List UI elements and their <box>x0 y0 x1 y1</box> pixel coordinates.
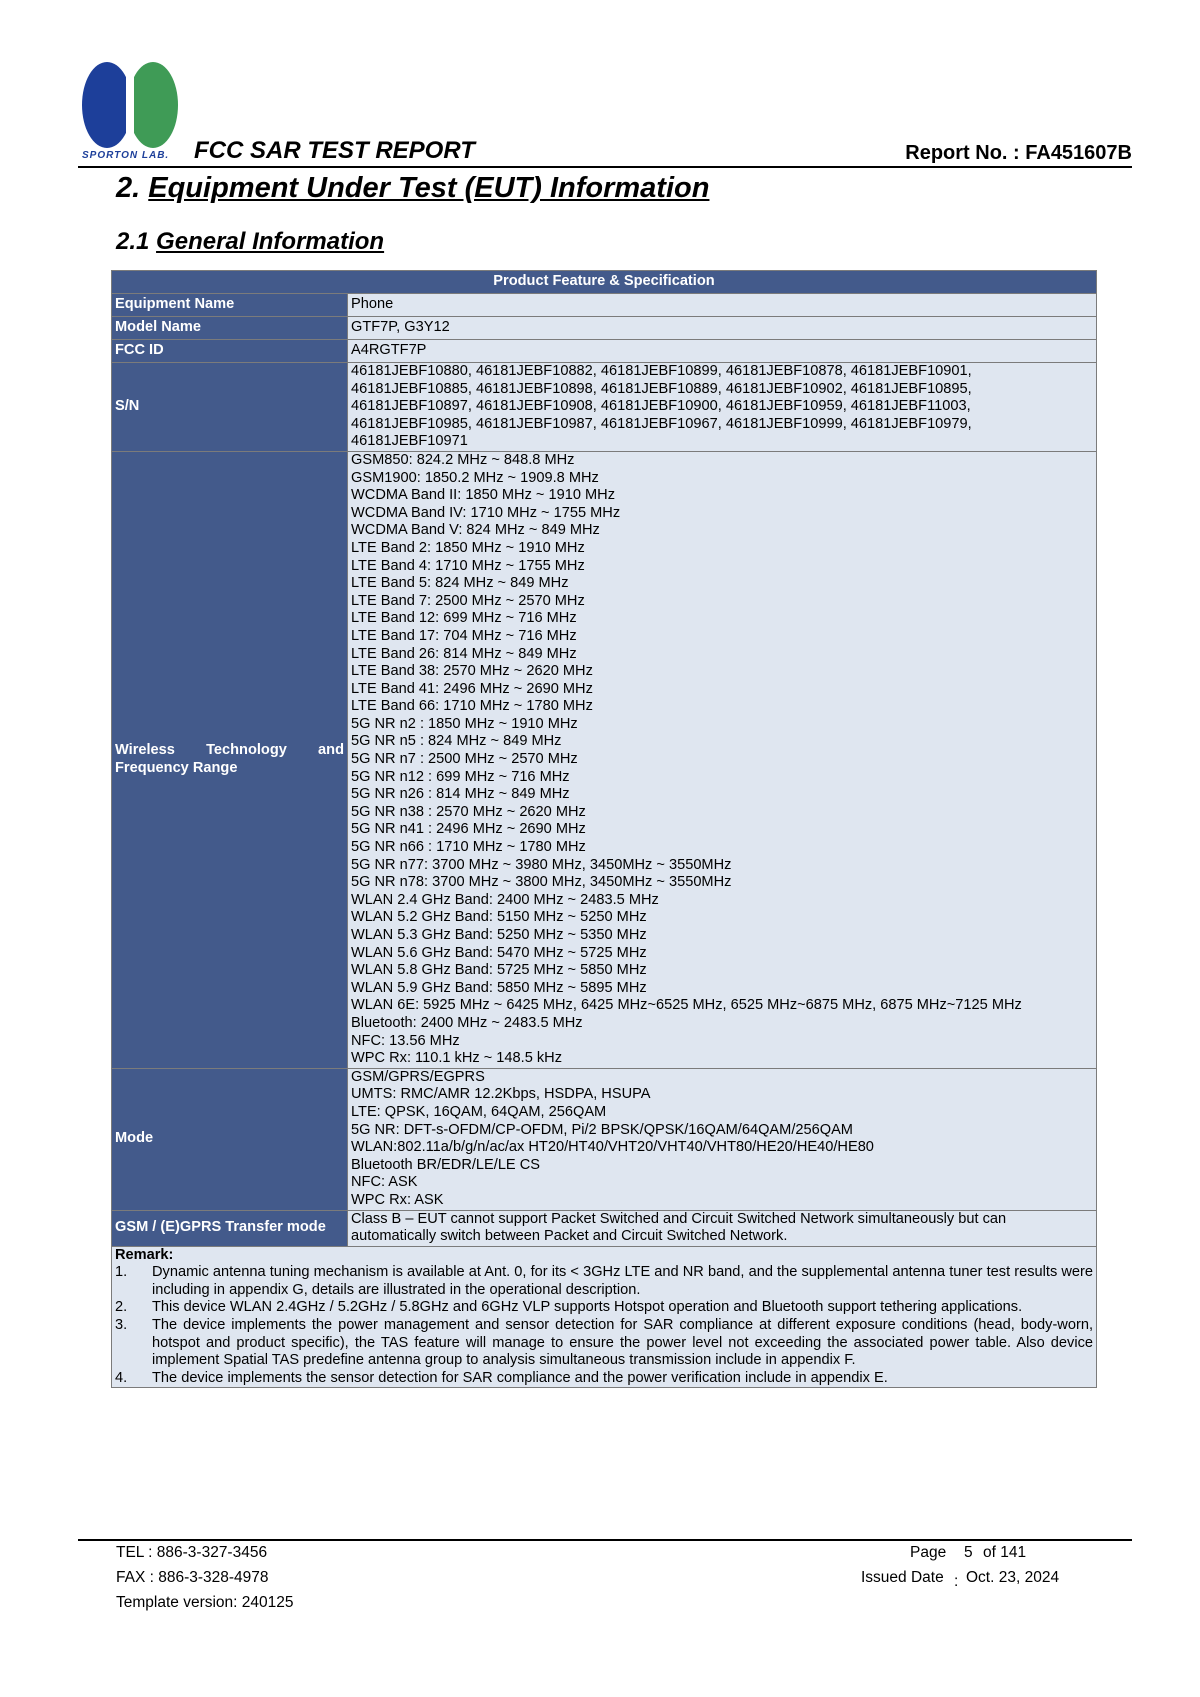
spec-value-line: 5G NR n77: 3700 MHz ~ 3980 MHz, 3450MHz ~ 3550MHz <box>351 856 732 873</box>
logo-green-shape <box>128 62 178 148</box>
footer-issued-separator: : <box>954 1573 959 1590</box>
footer-page-total: of 141 <box>983 1544 1027 1561</box>
spec-value-line: WCDMA Band II: 1850 MHz ~ 1910 MHz <box>351 487 616 504</box>
spec-value-line: 5G NR n26 : 814 MHz ~ 849 MHz <box>351 786 570 803</box>
spec-value-line: automatically switch between Packet and Circuit Switched Network. <box>351 1228 788 1245</box>
spec-value-line: LTE Band 38: 2570 MHz ~ 2620 MHz <box>351 663 593 680</box>
remark-item <box>115 1370 1093 1388</box>
footer-issued-date: Oct. 23, 2024 <box>966 1569 1060 1586</box>
spec-row-label: Model Name <box>112 317 348 340</box>
spec-value-line: WCDMA Band V: 824 MHz ~ 849 MHz <box>351 522 600 539</box>
remark-item-number: 2. <box>115 1299 128 1316</box>
spec-value-line: LTE Band 5: 824 MHz ~ 849 MHz <box>351 575 569 592</box>
spec-value-line: Bluetooth BR/EDR/LE/LE CS <box>351 1156 540 1173</box>
spec-value-line: 5G NR n78: 3700 MHz ~ 3800 MHz, 3450MHz ~ 3550MHz <box>351 874 732 891</box>
spec-row <box>112 294 1097 317</box>
spec-value-line: 5G NR n7 : 2500 MHz ~ 2570 MHz <box>351 751 578 768</box>
spec-value-line: LTE Band 2: 1850 MHz ~ 1910 MHz <box>351 539 585 556</box>
spec-row-value <box>348 363 1097 452</box>
remark-item-text: This device WLAN 2.4GHz / 5.2GHz / 5.8GHz and 6GHz VLP supports Hotspot operation and Bluetooth support tethering applications. <box>152 1299 1023 1316</box>
spec-value-line: Class B – EUT cannot support Packet Switched and Circuit Switched Network simultaneously but can <box>351 1210 1007 1227</box>
spec-row-value <box>348 294 1097 317</box>
remark-item <box>115 1299 1093 1317</box>
spec-value-line: 5G NR n66 : 1710 MHz ~ 1780 MHz <box>351 839 586 856</box>
spec-row-value <box>348 1210 1097 1246</box>
spec-row-label: GSM / (E)GPRS Transfer mode <box>112 1210 348 1246</box>
spec-value-line: LTE Band 12: 699 MHz ~ 716 MHz <box>351 610 577 627</box>
remark-item-number: 4. <box>115 1369 128 1386</box>
logo-divider <box>126 66 134 144</box>
spec-row-value <box>348 317 1097 340</box>
spec-value-line: LTE Band 41: 2496 MHz ~ 2690 MHz <box>351 680 593 697</box>
spec-value-line: WLAN:802.11a/b/g/n/ac/ax HT20/HT40/VHT20/VHT40/VHT80/HE20/HE40/HE80 <box>351 1139 874 1156</box>
spec-value-line: GSM1900: 1850.2 MHz ~ 1909.8 MHz <box>351 469 599 486</box>
spec-row <box>112 1210 1097 1246</box>
logo-blue-shape <box>82 62 132 148</box>
footer-issued-label: Issued Date <box>861 1569 944 1586</box>
spec-value-line: A4RGTF7P <box>351 342 427 359</box>
remark-title: Remark: <box>115 1246 174 1263</box>
spec-row <box>112 363 1097 452</box>
spec-value-line: 5G NR: DFT-s-OFDM/CP-OFDM, Pi/2 BPSK/QPSK/16QAM/64QAM/256QAM <box>351 1121 853 1138</box>
spec-value-line: WLAN 5.3 GHz Band: 5250 MHz ~ 5350 MHz <box>351 927 647 943</box>
section-title: Equipment Under Test (EUT) Information <box>148 172 710 204</box>
spec-value-line: 5G NR n2 : 1850 MHz ~ 1910 MHz <box>351 715 578 732</box>
footer-fax: FAX : 886-3-328-4978 <box>116 1569 269 1586</box>
spec-value-line: 46181JEBF10880, 46181JEBF10882, 46181JEBF10899, 46181JEBF10878, 46181JEBF10901, <box>351 363 972 379</box>
remark-item-text: The device implements the sensor detection for SAR compliance and the power verification include in appendix E. <box>152 1369 888 1386</box>
spec-value-line: WLAN 5.2 GHz Band: 5150 MHz ~ 5250 MHz <box>351 909 647 926</box>
spec-value-line: WCDMA Band IV: 1710 MHz ~ 1755 MHz <box>351 504 621 521</box>
spec-value-line: 46181JEBF10885, 46181JEBF10898, 46181JEBF10889, 46181JEBF10902, 46181JEBF10895, <box>351 380 972 397</box>
spec-row <box>112 451 1097 1068</box>
spec-value-line: WLAN 5.6 GHz Band: 5470 MHz ~ 5725 MHz <box>351 944 647 961</box>
section-number: 2. <box>116 172 141 204</box>
spec-table <box>111 270 1097 1388</box>
remark-cell <box>112 1246 1097 1388</box>
spec-row-label: Mode <box>112 1068 348 1210</box>
logo-text: SPORTON LAB. <box>82 150 170 161</box>
spec-value-line: 46181JEBF10971 <box>351 433 468 450</box>
table-caption-row <box>112 271 1097 294</box>
subsection-number: 2.1 <box>116 228 150 255</box>
spec-value-line: 5G NR n12 : 699 MHz ~ 716 MHz <box>351 768 570 785</box>
spec-value-line: 5G NR n38 : 2570 MHz ~ 2620 MHz <box>351 803 586 820</box>
report-title: FCC SAR TEST REPORT <box>194 137 475 164</box>
spec-value-line: GSM/GPRS/EGPRS <box>351 1068 485 1085</box>
spec-value-line: LTE Band 17: 704 MHz ~ 716 MHz <box>351 627 577 644</box>
spec-value-line: NFC: 13.56 MHz <box>351 1032 460 1049</box>
spec-value-line: LTE: QPSK, 16QAM, 64QAM, 256QAM <box>351 1103 607 1120</box>
spec-value-line: WPC Rx: 110.1 kHz ~ 148.5 kHz <box>351 1050 563 1067</box>
spec-value-line: GTF7P, G3Y12 <box>351 319 450 336</box>
remark-item <box>115 1317 1093 1370</box>
spec-row-label: S/N <box>112 363 348 452</box>
remark-item-number: 1. <box>115 1264 128 1281</box>
remark-item-text: Dynamic antenna tuning mechanism is available at Ant. 0, for its < 3GHz LTE and NR band, and the supplemental antenna tuner test results were including in appendix G, details are illustrated in the operational description. <box>152 1264 1093 1298</box>
table-caption: Product Feature & Specification <box>112 271 1097 294</box>
sporton-logo <box>82 62 184 162</box>
spec-value-line: 46181JEBF10897, 46181JEBF10908, 46181JEBF10900, 46181JEBF10959, 46181JEBF11003, <box>351 398 971 415</box>
spec-row-label: Wireless Technology and Frequency Range <box>112 451 348 1068</box>
section-heading <box>116 172 709 205</box>
spec-value-line: LTE Band 66: 1710 MHz ~ 1780 MHz <box>351 698 593 715</box>
spec-row <box>112 340 1097 363</box>
spec-value-line: UMTS: RMC/AMR 12.2Kbps, HSDPA, HSUPA <box>351 1086 651 1103</box>
spec-value-line: 46181JEBF10985, 46181JEBF10987, 46181JEBF10967, 46181JEBF10999, 46181JEBF10979, <box>351 415 972 432</box>
spec-value-line: WLAN 5.9 GHz Band: 5850 MHz ~ 5895 MHz <box>351 979 647 996</box>
spec-row-label: Equipment Name <box>112 294 348 317</box>
spec-row-value <box>348 1068 1097 1210</box>
report-number: Report No. : FA451607B <box>905 142 1132 164</box>
remark-item-text: The device implements the power management and sensor detection for SAR compliance at different exposure conditions (head, body-worn, hotspot and product specific), the TAS feature will manage to ensure the power level not exceeding the associated power table. Also device implement Spatial TAS predefine antenna group to analysis simultaneous transmission include in appendix F. <box>152 1317 1093 1369</box>
spec-value-line: Phone <box>351 296 394 313</box>
footer-page-label: Page <box>910 1544 947 1561</box>
spec-value-line: WLAN 6E: 5925 MHz ~ 6425 MHz, 6425 MHz~6525 MHz, 6525 MHz~6875 MHz, 6875 MHz~7125 MHz <box>351 997 1022 1014</box>
spec-value-line: WLAN 5.8 GHz Band: 5725 MHz ~ 5850 MHz <box>351 962 647 979</box>
spec-value-line: NFC: ASK <box>351 1174 418 1191</box>
spec-value-line: WPC Rx: ASK <box>351 1191 444 1208</box>
spec-value-line: 5G NR n5 : 824 MHz ~ 849 MHz <box>351 733 562 750</box>
remark-item <box>115 1264 1093 1299</box>
spec-value-line: LTE Band 26: 814 MHz ~ 849 MHz <box>351 645 577 662</box>
subsection-title: General Information <box>156 228 385 255</box>
spec-row <box>112 317 1097 340</box>
remark-item-number: 3. <box>115 1317 128 1334</box>
spec-value-line: GSM850: 824.2 MHz ~ 848.8 MHz <box>351 451 575 468</box>
footer-page-number: 5 <box>964 1544 973 1561</box>
footer-rule <box>78 1539 1132 1541</box>
spec-row-value <box>348 340 1097 363</box>
spec-value-line: Bluetooth: 2400 MHz ~ 2483.5 MHz <box>351 1014 583 1031</box>
header-rule <box>78 166 1132 168</box>
spec-row-label: FCC ID <box>112 340 348 363</box>
spec-value-line: LTE Band 4: 1710 MHz ~ 1755 MHz <box>351 557 585 574</box>
spec-row-value <box>348 451 1097 1068</box>
subsection-heading <box>116 228 384 256</box>
footer-tel: TEL : 886-3-327-3456 <box>116 1544 268 1561</box>
spec-value-line: 5G NR n41 : 2496 MHz ~ 2690 MHz <box>351 821 586 838</box>
spec-value-line: WLAN 2.4 GHz Band: 2400 MHz ~ 2483.5 MHz <box>351 891 659 908</box>
remark-row <box>112 1246 1097 1388</box>
spec-value-line: LTE Band 7: 2500 MHz ~ 2570 MHz <box>351 592 585 609</box>
footer-template: Template version: 240125 <box>116 1594 294 1611</box>
spec-row <box>112 1068 1097 1210</box>
